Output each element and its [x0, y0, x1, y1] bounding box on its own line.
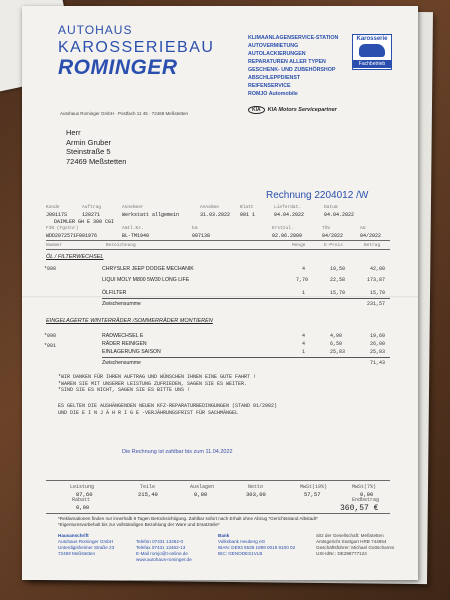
line-item-description: EINLAGERUNG SAISON: [102, 349, 161, 355]
service-item: AUTOLACKIERUNGEN: [248, 51, 306, 57]
karosserie-fachbetrieb-badge: [352, 34, 392, 70]
line-item-price: 4,90: [330, 333, 343, 339]
service-item: REPARATUREN ALLER TYPEN: [248, 59, 326, 65]
footer-line: Unterdigisheimer Straße 23: [58, 545, 115, 550]
total-label: Netto: [248, 484, 264, 490]
recipient-address: [66, 128, 126, 166]
logo-line-rominger: ROMINGER: [58, 56, 178, 79]
recipient-salutation: Herr: [66, 128, 81, 137]
customer-number: J00117S: [46, 212, 68, 218]
header-label: Lieferdat.: [274, 205, 302, 210]
notice-line: *SIND SIE ES NICHT, SAGEN SIE ES BITTE UNS !: [58, 387, 191, 393]
footer-note-line: *Eigentumsvorbehalt bis zur vollständigen Bezahlung der Ware und Ersatzteile*: [58, 522, 220, 527]
recipient-street: Steinstraße 5: [66, 147, 111, 156]
subtotal-value: 71,43: [370, 360, 386, 366]
divider: [46, 480, 390, 481]
service-item: KLIMAANLAGENSERVICE-STATION: [248, 35, 339, 41]
line-item-description: LIQUI MOLY M800 5W30 LONG LIFE: [102, 277, 190, 283]
subtotal-divider: [102, 298, 390, 299]
total-label: MwSt(7%): [352, 484, 377, 490]
divider: [46, 249, 390, 250]
section-title: EINGELAGERTE WINTERRÄDER /SOMMERRÄDER MONTIEREN: [46, 318, 213, 324]
footer-line: Geschäftsführer: Michael Gottschamm: [316, 545, 395, 550]
footer-line: IBAN: DE93 6536 1898 0019 9100 02: [218, 545, 296, 550]
subtotal-label: Zwischensumme: [102, 360, 141, 366]
header-label: AU: [360, 226, 366, 231]
line-item-amount: 173,87: [367, 277, 386, 283]
mileage: 007138: [192, 233, 211, 239]
notice-line: UND DIE E I N J Ä H R I G E -VERJÄHRUNGSFRIST FÜR SACHMÄNGEL: [58, 409, 239, 416]
notice-line: *WIR DANKEN FÜR IHREN AUFTRAG UND WÜNSCHEN IHNEN EINE GUTE FAHRT !: [58, 374, 257, 380]
footer-heading: Hausanschrift: [58, 533, 89, 538]
terms-notice: [58, 403, 277, 416]
footer-line: Volksbank Heuberg eG: [218, 539, 266, 544]
order-number: 120271: [82, 212, 101, 218]
recipient-name: Armin Gruber: [66, 137, 112, 147]
grand-total-label: Endbetrag: [352, 497, 380, 503]
delivery-date: 04.04.2022: [274, 212, 305, 218]
vin-number: WDD2072571F001976: [46, 233, 98, 239]
header-label: Datum: [324, 205, 338, 210]
kia-partner-line: [248, 106, 337, 114]
footer-contact-column: [136, 539, 192, 563]
notice-line: *WAREN SIE MIT UNSERER LEISTUNG ZUFRIEDEN, SAGEN SIE ES WEITER.: [58, 380, 248, 387]
line-item-qty: 4: [302, 333, 306, 339]
line-item-amount: 15,70: [370, 290, 386, 296]
header-label: Auftrag: [82, 205, 101, 210]
line-item-price: 15,70: [330, 290, 346, 296]
total-label: Leistung: [70, 484, 95, 490]
license-plate: BL-TM1940: [122, 233, 150, 239]
service-item: REIFENSERVICE: [248, 83, 291, 89]
line-item-qty: 1: [302, 349, 306, 355]
total-labor-value: 87,60: [76, 491, 93, 498]
divider: [46, 240, 390, 241]
footer-line: Telefon 07431 13462-0: [136, 539, 183, 544]
line-item-description: CHRYSLER JEEP DODGE MECHANIK: [102, 266, 194, 272]
line-item-qty: 4: [302, 341, 306, 347]
notice-line: ES GELTEN DIE AUSHÄNGENDEN NEUEN KFZ-REPARATURBEDINGUNGEN (STAND 01/2002): [58, 403, 278, 409]
footer-note-line: *Reklamationen finden nur innerhalb 8 Tagen Berücksichtigung. Zahlbar sofort nach Erhalt ohne Abzug *Gerichtsstand Albstadt*: [58, 516, 318, 521]
logo-line-autohaus: AUTOHAUS: [58, 23, 133, 37]
column-label-price: E-Preis: [324, 243, 343, 248]
column-label-amount: Betrag: [364, 243, 381, 248]
footer-heading: Bank: [218, 533, 230, 538]
line-item-qty: 7,70: [296, 277, 309, 283]
footer-address-column: [58, 533, 114, 557]
footer-line: www.autohaus-rominger.de: [136, 557, 192, 562]
section-title: ÖL / FILTERWECHSEL: [46, 254, 104, 260]
subtotal-label: Zwischensumme: [102, 301, 141, 307]
service-item: ROMJO Automobile: [248, 91, 298, 97]
discount-label: Rabatt: [72, 497, 91, 503]
total-label: Teile: [140, 484, 156, 490]
sender-line: Autohaus Rominger GmbH · Postfach 11 45 · 72469 Meßstetten: [60, 111, 188, 116]
line-item-number: *098: [44, 333, 57, 339]
invoice-sheet: [22, 6, 418, 580]
line-item-price: 6,50: [330, 341, 343, 347]
services-list: [248, 34, 338, 98]
line-item-number: *001: [44, 343, 57, 349]
subtotal-divider: [102, 357, 390, 358]
discount-value: 0,00: [76, 504, 90, 511]
footer-legal-column: [316, 533, 394, 557]
car-icon: [359, 44, 385, 57]
footer-note: [58, 516, 318, 528]
column-label-qty: Menge: [292, 243, 306, 248]
footer-line: Sitz der Gesellschaft: Meßstetten: [316, 533, 384, 538]
line-item-qty: 1: [302, 290, 306, 296]
footer-bank-column: [218, 533, 295, 557]
line-item-price: 22,58: [330, 277, 346, 283]
header-label: Erstzul.: [272, 226, 294, 231]
column-label-description: Bezeichnung: [106, 243, 136, 248]
total-expenses-value: 0,00: [194, 491, 208, 498]
header-label: km: [192, 226, 198, 231]
footer-line: 72469 Meßstetten: [58, 551, 96, 556]
header-label: Annahme: [200, 205, 219, 210]
footer-line: E-Mail romjo@t-online.de: [136, 551, 188, 556]
total-label: Auslagen: [190, 484, 215, 490]
grand-total-value: 360,57 €: [340, 504, 379, 513]
line-item-number: *098: [44, 266, 57, 272]
company-logo: [58, 23, 214, 80]
footer-line: USt-IdNr.: DE298777124: [316, 551, 367, 556]
total-vat7-value: 0,00: [360, 491, 374, 498]
acceptance-date: 31.03.2022: [200, 212, 231, 218]
total-label: MwSt(19%): [300, 484, 328, 490]
line-item-price: 10,50: [330, 266, 346, 272]
au-date: 04/2022: [360, 233, 382, 239]
paper-fold: [22, 296, 418, 298]
kia-partner-text: KIA Motors Servicepartner: [267, 107, 337, 113]
footer-line: Telefax 07431 13462-13: [136, 545, 186, 550]
column-label-number: Nummer: [46, 243, 63, 248]
divider: [46, 513, 390, 514]
sheet-number: 001 1: [240, 212, 256, 218]
total-vat19-value: 57,57: [304, 491, 321, 498]
badge-bottom-text: Fachbetrieb: [353, 60, 391, 68]
line-item-qty: 4: [302, 266, 306, 272]
line-item-description: RADWECHSEL E: [102, 333, 144, 339]
line-item-amount: 25,83: [370, 349, 386, 355]
footer-line: Autohaus Rominger GmbH: [58, 539, 114, 544]
line-item-description: RÄDER REINIGEN: [102, 341, 147, 347]
line-item-price: 25,83: [330, 349, 346, 355]
tuev-date: 04/2022: [322, 233, 344, 239]
service-item: GESCHENK- UND ZUBEHÖRSHOP: [248, 67, 336, 73]
line-item-description: ÖLFILTER: [102, 290, 127, 296]
subtotal-value: 231,57: [367, 301, 386, 307]
total-net-value: 303,00: [246, 491, 266, 498]
service-item: AUTOVERMIETUNG: [248, 43, 299, 49]
header-label: Kunde: [46, 205, 60, 210]
total-parts-value: 215,40: [138, 491, 158, 498]
recipient-city: 72469 Meßstetten: [66, 156, 127, 166]
receiver-name: Werkstatt allgemein: [122, 212, 180, 218]
payment-due-line: Die Rechnung ist zahlbar bis zum 11.04.2022: [122, 449, 233, 455]
thank-you-notice: [58, 374, 256, 394]
footer-line: BIC: GENODES1VLB: [218, 551, 263, 556]
invoice-date: 04.04.2022: [324, 212, 355, 218]
line-item-amount: 26,00: [370, 341, 386, 347]
invoice-title: Rechnung 2204012 /W: [266, 190, 369, 201]
line-item-amount: 42,00: [370, 266, 386, 272]
header-label: TÜV: [322, 226, 331, 231]
service-item: ABSCHLEPPDIENST: [248, 75, 301, 81]
header-label: Annehmer: [122, 205, 144, 210]
logo-line-karosseriebau: KAROSSERIEBAU: [58, 39, 215, 56]
line-item-amount: 19,60: [370, 333, 386, 339]
kia-logo-icon: KIA: [248, 106, 265, 114]
header-label: FIN (Fgstnr): [46, 226, 79, 231]
header-label: Blatt: [240, 205, 254, 210]
first-registration: 02.06.2009: [272, 233, 303, 239]
badge-top-text: Karosserie: [356, 36, 388, 42]
vehicle-description: DAIMLER GH E 300 CGI: [54, 219, 115, 225]
header-label: Amtl.Kz.: [122, 226, 144, 231]
footer-line: Amtsgericht Stuttgart HRB 744854: [316, 539, 387, 544]
